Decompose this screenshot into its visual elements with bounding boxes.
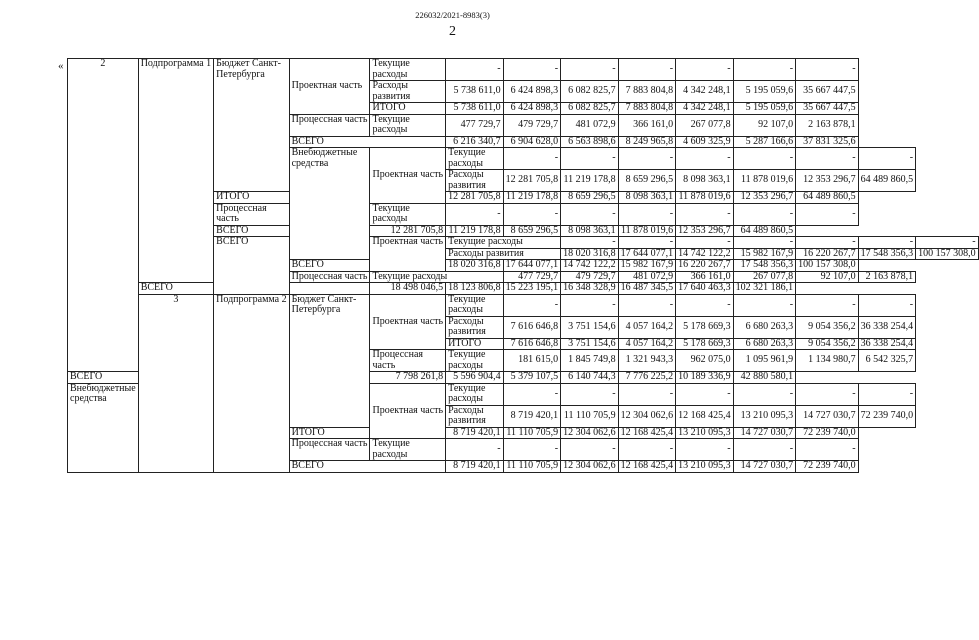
itogo-cell: ИТОГО [214,192,289,204]
table-body [68,59,979,473]
part-cell: Проектная часть [370,148,446,204]
value-cell: 12 281 705,8 [446,192,504,204]
value-cell: 18 498 046,5 [370,283,446,295]
page-number: 2 [449,24,456,39]
value-cell: 42 880 580,1 [733,372,796,384]
value-cell: - [618,203,676,225]
value-cell: 18 020 316,8 [446,260,504,272]
value-cell: 5 738 611,0 [446,81,504,103]
value-cell: 8 719 420,1 [446,461,504,473]
value-cell: - [618,237,676,249]
value-cell: 12 304 062,6 [561,427,619,439]
value-cell: - [733,203,796,225]
value-cell: 36 338 254,4 [858,338,916,350]
value-cell: 7 883 804,8 [618,81,676,103]
value-cell: - [676,294,734,316]
value-cell: 7 798 261,8 [370,372,446,384]
value-cell: - [858,383,916,405]
value-cell: - [796,203,859,225]
value-cell: 4 057 164,2 [618,338,676,350]
value-cell: - [561,203,619,225]
value-cell: 181 615,0 [503,350,561,372]
value-cell: 5 195 059,6 [733,81,796,103]
value-cell: 92 107,0 [733,114,796,136]
expense-type-cell: Текущие расходы [446,148,504,170]
value-cell: 8 659 296,5 [561,192,619,204]
value-cell: 12 281 705,8 [370,225,446,237]
value-cell: - [676,237,734,249]
value-cell: - [503,59,561,81]
value-cell: - [676,383,734,405]
value-cell: 6 082 825,7 [561,103,619,115]
value-cell: 18 123 806,8 [446,283,504,295]
value-cell: 481 072,9 [561,114,619,136]
value-cell: 17 548 356,3 [858,248,916,260]
value-cell: 6 680 263,3 [733,338,796,350]
value-cell: - [561,237,619,249]
value-cell: 5 379 107,5 [503,372,561,384]
value-cell: 12 304 062,6 [561,461,619,473]
subprogram-name-cell: Подпрограмма 2 [214,294,289,472]
value-cell: 14 727 030,7 [733,461,796,473]
value-cell: 12 304 062,6 [618,405,676,427]
value-cell: - [796,439,859,461]
value-cell: 11 219 178,8 [503,192,561,204]
value-cell: 481 072,9 [618,271,676,283]
itogo-cell: ИТОГО [370,103,446,115]
value-cell: 64 489 860,5 [858,170,916,192]
part-cell: Проектная часть [289,59,370,115]
value-cell: 6 563 898,6 [561,136,619,148]
table-row [68,283,979,295]
value-cell: 2 163 878,1 [858,271,916,283]
value-cell: 5 287 166,6 [733,136,796,148]
table-row [68,294,979,316]
source-cell: Бюджет Санкт-Петербурга [214,59,289,192]
value-cell: 1 134 980,7 [796,350,859,372]
value-cell: 11 878 019,6 [676,192,734,204]
value-cell: 11 878 019,6 [733,170,796,192]
value-cell: 6 424 898,3 [503,81,561,103]
total-label-cell: ВСЕГО [214,225,370,237]
value-cell: 18 020 316,8 [561,248,619,260]
value-cell: 12 168 425,4 [676,405,734,427]
value-cell: 1 845 749,8 [561,350,619,372]
part-cell: Процессная часть [289,439,370,461]
value-cell: 17 548 356,3 [733,260,796,272]
expense-type-cell: Текущие расходы [446,383,504,405]
value-cell: 16 220 267,7 [796,248,859,260]
itogo-cell: ИТОГО [446,338,504,350]
expense-type-cell: Текущие расходы [370,439,446,461]
value-cell: 17 644 077,1 [618,248,676,260]
value-cell: 35 667 447,5 [796,81,859,103]
part-cell: Процессная часть [289,271,370,283]
table-row [68,59,979,81]
value-cell: - [561,383,619,405]
value-cell: 8 719 420,1 [503,405,561,427]
value-cell: - [676,59,734,81]
part-cell: Процессная часть [289,114,370,136]
value-cell: - [916,237,979,249]
value-cell: 5 596 904,4 [446,372,504,384]
value-cell: 10 189 336,9 [676,372,734,384]
value-cell: 64 489 860,5 [733,225,796,237]
expense-type-cell: Расходы развития [446,170,504,192]
expense-type-cell: Текущие расходы [370,114,446,136]
value-cell: 14 727 030,7 [796,405,859,427]
value-cell: - [676,148,734,170]
value-cell: 6 904 628,0 [503,136,561,148]
value-cell: 11 110 705,9 [561,405,619,427]
value-cell: 11 219 178,8 [446,225,504,237]
value-cell: 102 321 186,1 [733,283,796,295]
value-cell: - [796,59,859,81]
value-cell: 6 680 263,3 [733,316,796,338]
value-cell: 64 489 860,5 [796,192,859,204]
value-cell: 11 878 019,6 [618,225,676,237]
value-cell: - [503,203,561,225]
value-cell: - [503,439,561,461]
value-cell: 366 161,0 [676,271,734,283]
value-cell: 16 487 345,5 [618,283,676,295]
value-cell: 8 659 296,5 [503,225,561,237]
expense-type-cell: Текущие расходы [370,59,446,81]
source-cell: Внебюджетные средства [289,148,370,260]
value-cell: 7 616 646,8 [503,338,561,350]
value-cell: - [446,203,504,225]
value-cell: 5 195 059,6 [733,103,796,115]
value-cell: 6 082 825,7 [561,81,619,103]
value-cell: - [733,237,796,249]
value-cell: - [561,294,619,316]
value-cell: 3 751 154,6 [561,316,619,338]
grand-total-label-cell: ВСЕГО [138,283,370,295]
row-number-cell: 2 [68,59,139,372]
expense-type-cell: Текущие расходы [370,271,503,283]
value-cell: 12 168 425,4 [618,427,676,439]
value-cell: 13 210 095,3 [676,427,734,439]
value-cell: 12 353 296,7 [676,225,734,237]
value-cell: 5 738 611,0 [446,103,504,115]
value-cell: - [733,383,796,405]
value-cell: 4 342 248,1 [676,81,734,103]
value-cell: 4 609 325,9 [676,136,734,148]
value-cell: 9 054 356,2 [796,316,859,338]
value-cell: 7 616 646,8 [503,316,561,338]
value-cell: - [618,439,676,461]
value-cell: 35 667 447,5 [796,103,859,115]
itogo-cell: ИТОГО [289,427,370,439]
value-cell: 14 742 122,2 [561,260,619,272]
value-cell: 7 883 804,8 [618,103,676,115]
expense-type-cell: Расходы развития [446,405,504,427]
value-cell: 12 168 425,4 [618,461,676,473]
total-label-cell: ВСЕГО [68,372,214,384]
value-cell: 6 140 744,3 [561,372,619,384]
value-cell: 6 216 340,7 [446,136,504,148]
value-cell: 9 054 356,2 [796,338,859,350]
value-cell: 1 095 961,9 [733,350,796,372]
part-cell: Проектная часть [370,237,446,272]
value-cell: 36 338 254,4 [858,316,916,338]
summary-label-cell: ВСЕГО [214,237,289,295]
value-cell: 11 110 705,9 [503,461,561,473]
value-cell: - [561,148,619,170]
value-cell: 11 110 705,9 [503,427,561,439]
value-cell: - [446,439,504,461]
value-cell: 100 157 308,0 [796,260,859,272]
value-cell: - [858,148,916,170]
value-cell: 17 644 077,1 [503,260,561,272]
table-row [68,372,979,384]
row-number-cell: 3 [138,294,213,472]
value-cell: 6 542 325,7 [858,350,916,372]
open-quote: « [58,60,64,72]
value-cell: - [676,439,734,461]
expense-type-cell: Расходы развития [370,81,446,103]
value-cell: 15 982 167,9 [618,260,676,272]
total-label-cell: ВСЕГО [289,260,445,272]
value-cell: 100 157 308,0 [916,248,979,260]
value-cell: 5 178 669,3 [676,338,734,350]
source-cell: Внебюджетные средства [68,383,139,472]
part-cell: Процессная часть [214,203,289,225]
value-cell: 8 098 363,1 [561,225,619,237]
value-cell: - [618,148,676,170]
value-cell: 477 729,7 [446,114,504,136]
total-label-cell: ВСЕГО [289,461,445,473]
value-cell: 5 178 669,3 [676,316,734,338]
subprogram-name-cell: Подпрограмма 1 [138,59,213,283]
expense-type-cell: Текущие расходы [446,237,561,249]
value-cell: 366 161,0 [618,114,676,136]
value-cell: 3 751 154,6 [561,338,619,350]
total-label-cell: ВСЕГО [289,136,445,148]
value-cell: 8 098 363,1 [618,192,676,204]
value-cell: - [618,294,676,316]
value-cell: 14 742 122,2 [676,248,734,260]
value-cell: 72 239 740,0 [858,405,916,427]
value-cell: 6 424 898,3 [503,103,561,115]
value-cell: - [796,237,859,249]
value-cell: - [561,59,619,81]
value-cell: 12 281 705,8 [503,170,561,192]
value-cell: 12 353 296,7 [733,192,796,204]
value-cell: 15 223 195,1 [503,283,561,295]
value-cell: 8 098 363,1 [676,170,734,192]
value-cell: - [796,294,859,316]
value-cell: 479 729,7 [503,114,561,136]
value-cell: 8 719 420,1 [446,427,504,439]
value-cell: 14 727 030,7 [733,427,796,439]
value-cell: 11 219 178,8 [561,170,619,192]
value-cell: 7 776 225,2 [618,372,676,384]
value-cell: 16 348 328,9 [561,283,619,295]
value-cell: 8 249 965,8 [618,136,676,148]
value-cell: - [503,294,561,316]
part-cell: Проектная часть [370,383,446,439]
value-cell: - [561,439,619,461]
expense-type-cell: Расходы развития [446,248,561,260]
source-cell: Бюджет Санкт-Петербурга [289,294,370,427]
value-cell: - [733,59,796,81]
value-cell: - [503,148,561,170]
value-cell: 2 163 878,1 [796,114,859,136]
value-cell: - [733,439,796,461]
value-cell: - [858,237,916,249]
value-cell: 37 831 325,6 [796,136,859,148]
value-cell: 267 077,8 [733,271,796,283]
value-cell: 267 077,8 [676,114,734,136]
value-cell: 16 220 267,7 [676,260,734,272]
value-cell: - [503,383,561,405]
value-cell: 8 659 296,5 [618,170,676,192]
value-cell: - [733,294,796,316]
value-cell: - [858,294,916,316]
expense-type-cell: Расходы развития [446,316,504,338]
value-cell: - [796,148,859,170]
part-cell: Проектная часть [370,294,446,350]
value-cell: 477 729,7 [503,271,561,283]
budget-table-wrapper [67,58,979,473]
value-cell: 1 321 943,3 [618,350,676,372]
expense-type-cell: Текущие расходы [370,203,446,225]
value-cell: 72 239 740,0 [796,427,859,439]
expense-type-cell: Текущие расходы [446,294,504,316]
value-cell: - [618,383,676,405]
value-cell: 13 210 095,3 [676,461,734,473]
value-cell: - [446,59,504,81]
value-cell: 92 107,0 [796,271,859,283]
part-cell: Процессная часть [370,350,446,372]
value-cell: 13 210 095,3 [733,405,796,427]
document-id: 226032/2021-8983(3) [415,10,490,20]
value-cell: 12 353 296,7 [796,170,859,192]
value-cell: 4 342 248,1 [676,103,734,115]
budget-table [67,58,979,473]
value-cell: - [676,203,734,225]
value-cell: - [618,59,676,81]
value-cell: - [733,148,796,170]
expense-type-cell: Текущие расходы [446,350,504,372]
value-cell: 72 239 740,0 [796,461,859,473]
value-cell: 479 729,7 [561,271,619,283]
value-cell: - [796,383,859,405]
value-cell: 15 982 167,9 [733,248,796,260]
value-cell: 962 075,0 [676,350,734,372]
value-cell: 4 057 164,2 [618,316,676,338]
value-cell: 17 640 463,3 [676,283,734,295]
